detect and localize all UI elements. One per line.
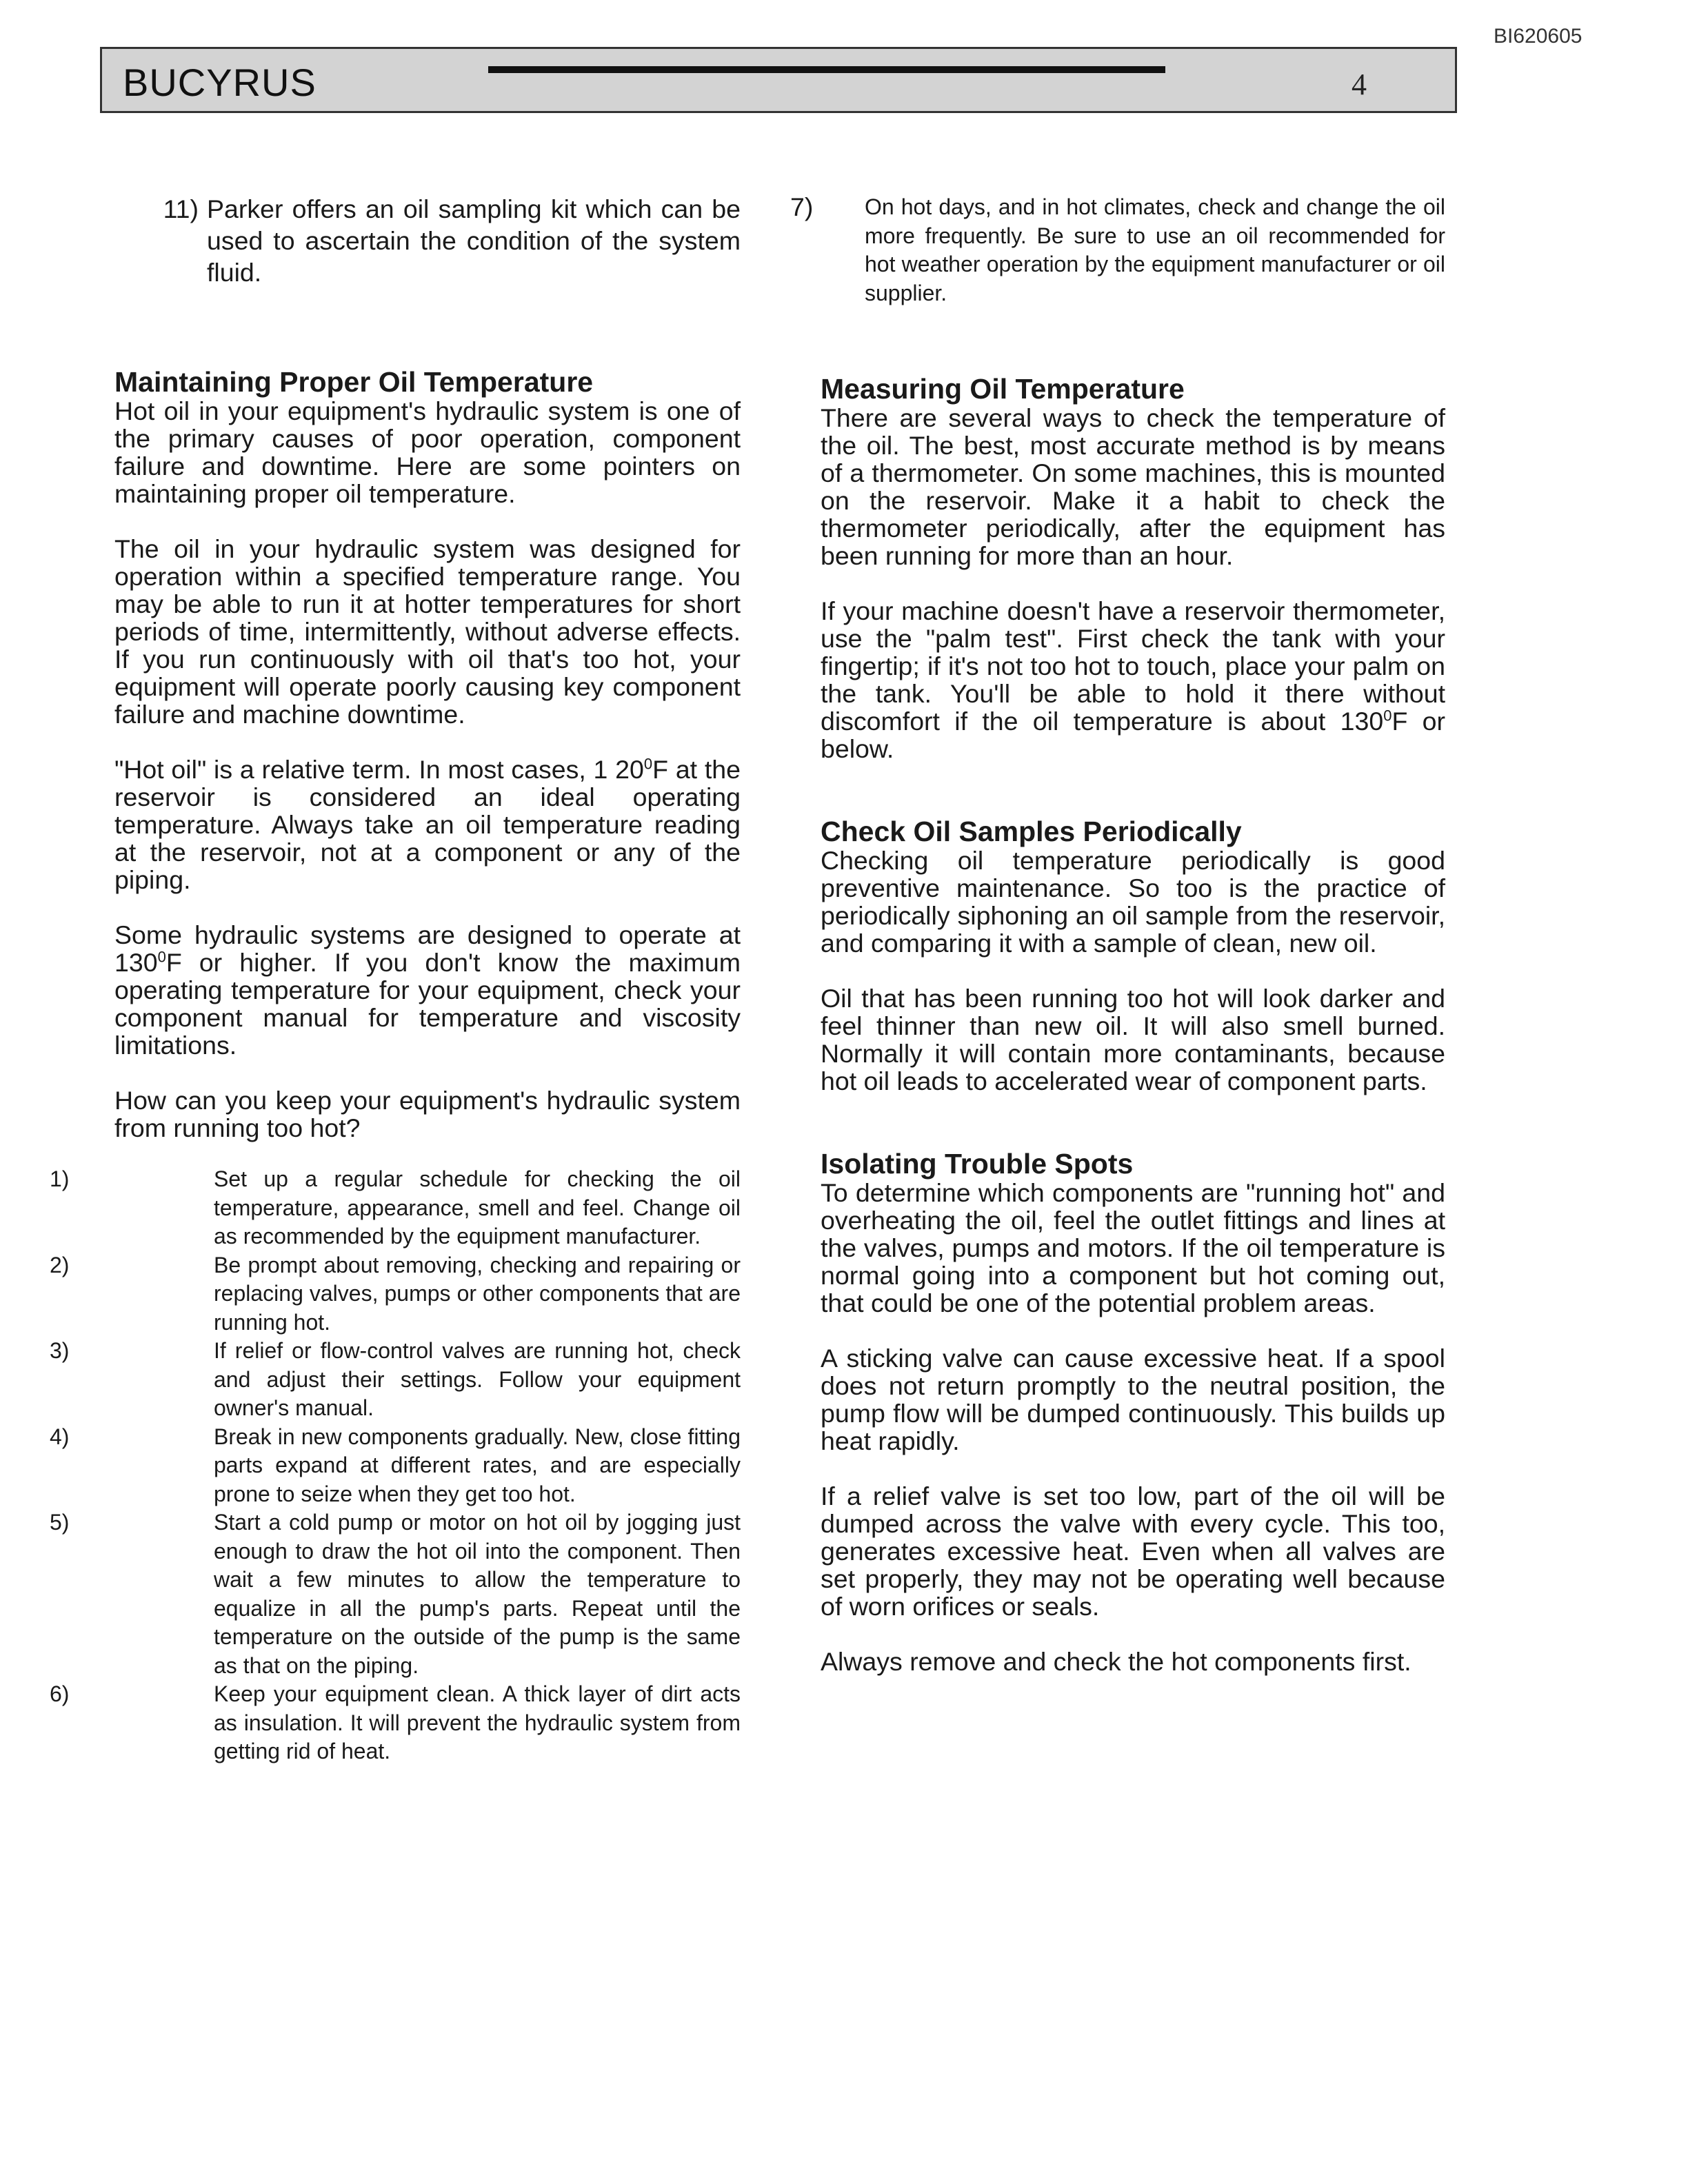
paragraph [114,921,741,1059]
header-rule [488,66,1165,73]
paragraph: The oil in your hydraulic system was designed for operation within a specified temperature range. You may be able to run it at hotter temperatures for short periods of time, intermittently, without adverse effects. If you run continuously with oil that's too hot, your equipment will operate poorly causing key component failure and machine downtime. [114,534,741,729]
section-heading: Check Oil Samples Periodically [821,816,1242,847]
paragraph: How can you keep your equipment's hydraulic system from running too hot? [114,1086,741,1142]
list-item-text: On hot days, and in hot climates, check and change the oil more frequently. Be sure to use an oil recommended for hot weather operation by the equipment manufacturer or oil supplier. [865,194,1445,305]
list-item [50,1508,741,1680]
list-item [0,193,741,288]
section-heading: Maintaining Proper Oil Temperature [114,366,594,398]
paragraph-text: F or below. [821,707,1445,763]
section-heading: Measuring Oil Temperature [821,373,1185,405]
list-item-number: 3) [50,1338,70,1363]
list-item-number: 1) [50,1166,70,1191]
paragraph-text: "Hot oil" is a relative term. In most cases, 1 20 [114,755,644,784]
list-item [50,1680,741,1766]
list-item [50,1423,741,1509]
list-item [50,1165,741,1251]
right-column [790,192,1445,1676]
superscript: 0 [1383,707,1392,725]
paragraph [821,597,1445,762]
list-item-text: Be prompt about removing, checking and repairing or replacing valves, pumps or other components that are running hot. [214,1252,741,1335]
section-heading: Isolating Trouble Spots [821,1148,1134,1180]
paragraph: Checking oil temperature periodically is good preventive maintenance. So too is the practice of periodically siphoning an oil sample from the reservoir, and comparing it with a sample of clean, new oil. [821,846,1445,958]
paragraph: A sticking valve can cause excessive heat. If a spool does not return promptly to the neutral position, the pump flow will be dumped continuously. This builds up heat rapidly. [821,1344,1445,1455]
page-number: 4 [1352,68,1367,101]
list-item-number: 7) [790,192,814,221]
superscript: 0 [157,948,166,966]
brand-name: BUCYRUS [123,61,316,104]
list-item [50,1251,741,1337]
list-item [50,1337,741,1423]
list-item-number: 6) [50,1681,70,1706]
paragraph-text: F or higher. If you don't know the maximum operating temperature for your equipment, check your component manual for temperature and viscosity limitations. [114,948,741,1060]
list-item-text: If relief or flow-control valves are running hot, check and adjust their settings. Follow your equipment owner's manual. [214,1338,741,1420]
list-item-number: 5) [50,1510,70,1535]
paragraph [114,756,741,893]
paragraph-text: F at the reservoir is considered an ideal operating temperature. Always take an oil temperature reading at the reservoir, not at a component or any of the piping. [114,755,741,894]
list-item-number: 2) [50,1252,70,1277]
paragraph: Oil that has been running too hot will look darker and feel thinner than new oil. It will also smell burned. Normally it will contain more contaminants, because hot oil leads to accelerated wear of component parts. [821,984,1445,1095]
paragraph: There are several ways to check the temperature of the oil. The best, most accurate method is by means of a thermometer. On some machines, this is mounted on the reservoir. Make it a habit to check the thermometer periodically, after the equipment has been running for more than an hour. [821,403,1445,570]
list-item-text: Keep your equipment clean. A thick layer of dirt acts as insulation. It will prevent the hydraulic system from getting rid of heat. [214,1681,741,1763]
list-item-text: Start a cold pump or motor on hot oil by jogging just enough to draw the hot oil into the component. Then wait a few minutes to allow the temperature to equalize in all the pump's parts. Repeat until the temperature on the outside of the pump is the same as that on the piping. [214,1510,741,1678]
paragraph: To determine which components are "running hot" and overheating the oil, feel the outlet fittings and lines at the valves, pumps and motors. If the oil temperature is normal going into a component but hot coming out, that could be one of the potential problem areas. [821,1178,1445,1317]
document-id: BI620605 [1494,25,1582,48]
paragraph: Always remove and check the hot components first. [821,1647,1411,1676]
list-item-text: Parker offers an oil sampling kit which can be used to ascertain the condition of the system fluid. [207,194,741,287]
superscript: 0 [643,755,653,773]
page-header [100,47,1457,113]
paragraph: If a relief valve is set too low, part of the oil will be dumped across the valve with every cycle. This too, generates excessive heat. Even when all valves are set properly, they may not be operating well because of worn orifices or seals. [821,1482,1445,1621]
paragraph: Hot oil in your equipment's hydraulic system is one of the primary causes of poor operation, component failure and downtime. Here are some pointers on maintaining proper oil temperature. [114,396,741,508]
paragraph-text: Some hydraulic systems are designed to operate at 130 [114,920,741,977]
list-item-number: 11) [163,194,199,223]
paragraph-text: If your machine doesn't have a reservoir thermometer, use the "palm test". First check the tank with your fingertip; if it's not too hot to touch, place your palm on the tank. You'll be able to hold it there without discomfort if the oil temperature is about 130 [821,596,1445,736]
list-item-text: Set up a regular schedule for checking the oil temperature, appearance, smell and feel. Change oil as recommended by the equipment manufacturer. [214,1166,741,1248]
left-column [50,193,741,1766]
list-item-text: Break in new components gradually. New, close fitting parts expand at different rates, and are especially prone to seize when they get too hot. [214,1424,741,1506]
list-item [772,193,1445,307]
list-item-number: 4) [50,1424,70,1449]
